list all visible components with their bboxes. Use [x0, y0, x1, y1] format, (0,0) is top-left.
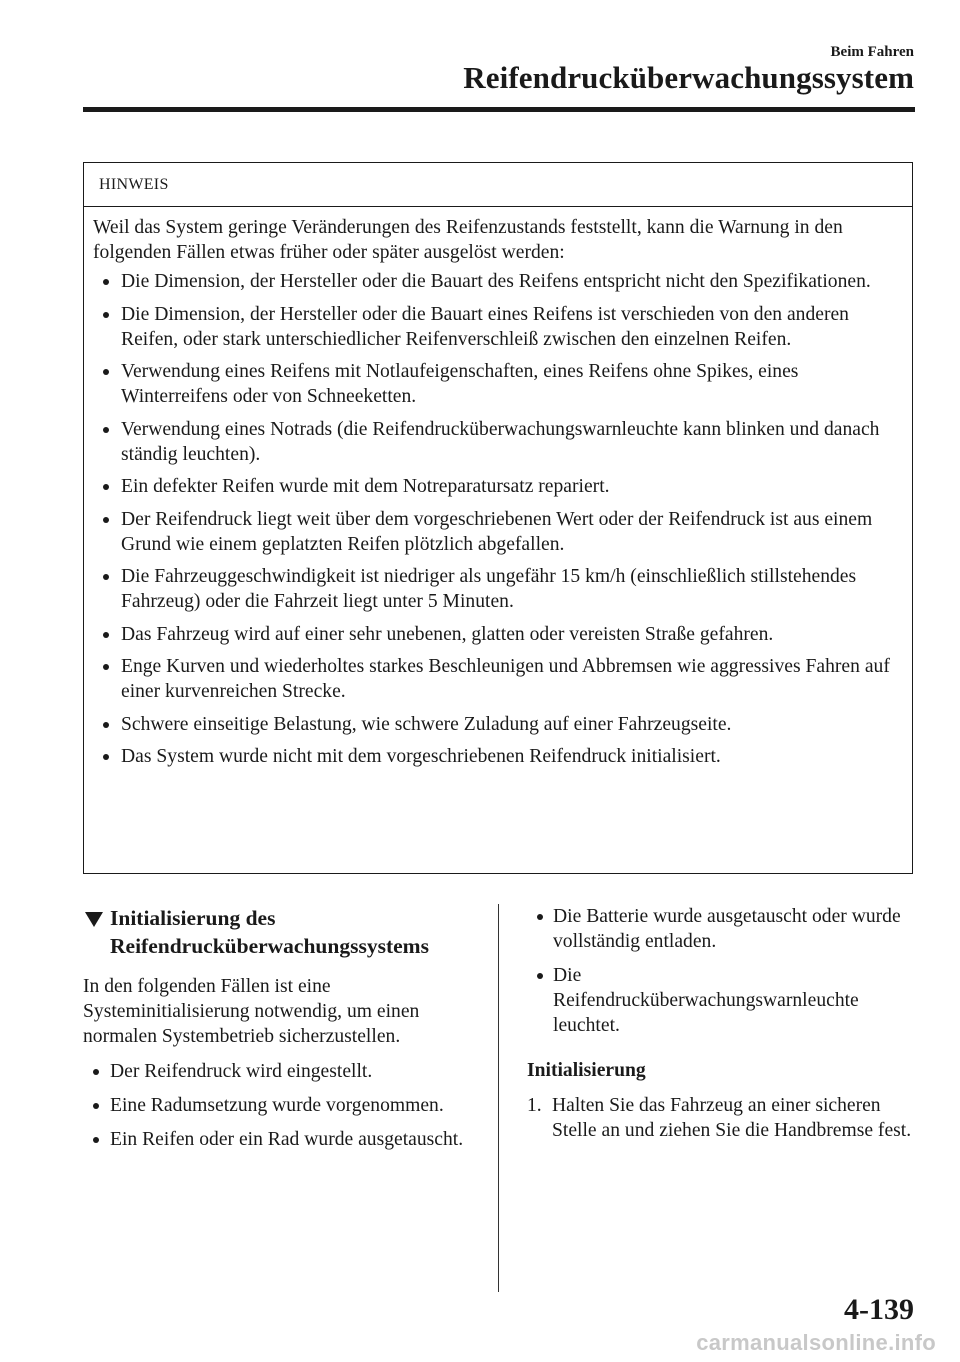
section-heading-line2: Reifendrucküberwachungssystems: [110, 934, 429, 958]
column-divider: [498, 904, 499, 1292]
page-title: Reifendrucküberwachungssystem: [463, 60, 914, 95]
left-column: [83, 904, 473, 1161]
step-number: 1.: [527, 1095, 542, 1116]
watermark: carmanualsonline.info: [696, 1330, 936, 1355]
list-item-part: Die Reifendrucküberwachungswarnleuchte leuchtet.: [553, 965, 859, 1036]
header-rule: [83, 107, 915, 112]
note-item: Enge Kurven und wiederholtes starkes Beschleunigen und Abbremsen wie aggressives Fahren auf einer kurvenreichen Strecke.: [93, 654, 902, 704]
note-item: Schwere einseitige Belastung, wie schwere Zuladung auf einer Fahrzeugseite.: [93, 712, 902, 737]
note-list: [93, 269, 902, 769]
note-item: Das System wurde nicht mit dem vorgeschriebenen Reifendruck initialisiert.: [93, 744, 902, 769]
page-number: 4-139: [844, 1293, 914, 1326]
note-body: [84, 207, 912, 769]
section-heading-line1: Initialisierung des: [110, 906, 276, 930]
right-column: [527, 904, 927, 1143]
right-bullet-list: [527, 904, 927, 1038]
note-item: Verwendung eines Notrads (die Reifendrucküberwachungswarnleuchte kann blinken und danach ständig leuchten).: [93, 417, 902, 467]
list-item: Der Reifendruck wird eingestellt.: [83, 1059, 473, 1084]
step-item: [527, 1093, 927, 1143]
note-item: Verwendung eines Reifens mit Notlaufeigenschaften, eines Reifens ohne Spikes, eines Winterreifens oder von Schneeketten.: [93, 359, 902, 409]
section-intro: In den folgenden Fällen ist eine Systeminitialisierung notwendig, um einen normalen Systembetrieb sicherzustellen.: [83, 976, 420, 1047]
note-item: Die Fahrzeuggeschwindigkeit ist niedriger als ungefähr 15 km/h (einschließlich stillstehendes Fahrzeug) oder die Fahrzeit liegt unter 5 Minuten.: [93, 564, 902, 614]
list-item: Die Batterie wurde ausgetauscht oder wurde vollständig entladen.: [527, 904, 927, 954]
note-item: Die Dimension, der Hersteller oder die Bauart des Reifens entspricht nicht den Spezifikationen.: [93, 269, 902, 294]
note-item: Die Dimension, der Hersteller oder die Bauart eines Reifens ist verschieden von den anderen Reifen, oder stark unterschiedlicher Reifenverschleiß zwischen den einzelnen Reifen.: [93, 302, 902, 352]
subheading: Initialisierung: [527, 1060, 646, 1081]
list-item: Eine Radumsetzung wurde vorgenommen.: [83, 1093, 473, 1118]
header-section-label: Beim Fahren: [830, 44, 914, 60]
note-item: Ein defekter Reifen wurde mit dem Notreparatursatz repariert.: [93, 474, 902, 499]
note-item: Das Fahrzeug wird auf einer sehr unebenen, glatten oder vereisten Straße gefahren.: [93, 622, 902, 647]
note-intro: Weil das System geringe Veränderungen des Reifenzustands feststellt, kann die Warnung in den folgenden Fällen etwas früher oder später ausgelöst werden:: [93, 217, 843, 263]
note-heading: HINWEIS: [84, 163, 912, 207]
triangle-icon: [85, 912, 103, 927]
left-bullet-list: [83, 1059, 473, 1152]
list-item: Ein Reifen oder ein Rad wurde ausgetauscht.: [83, 1127, 473, 1152]
section-heading: [83, 904, 473, 960]
note-item: Der Reifendruck liegt weit über dem vorgeschriebenen Wert oder der Reifendruck ist aus einem Grund wie einem geplatzten Reifen plötzlich abgefallen.: [93, 507, 902, 557]
list-item: [527, 963, 927, 1038]
note-box: [83, 162, 913, 874]
step-text: Halten Sie das Fahrzeug an einer sicheren Stelle an und ziehen Sie die Handbremse fest.: [552, 1095, 912, 1141]
